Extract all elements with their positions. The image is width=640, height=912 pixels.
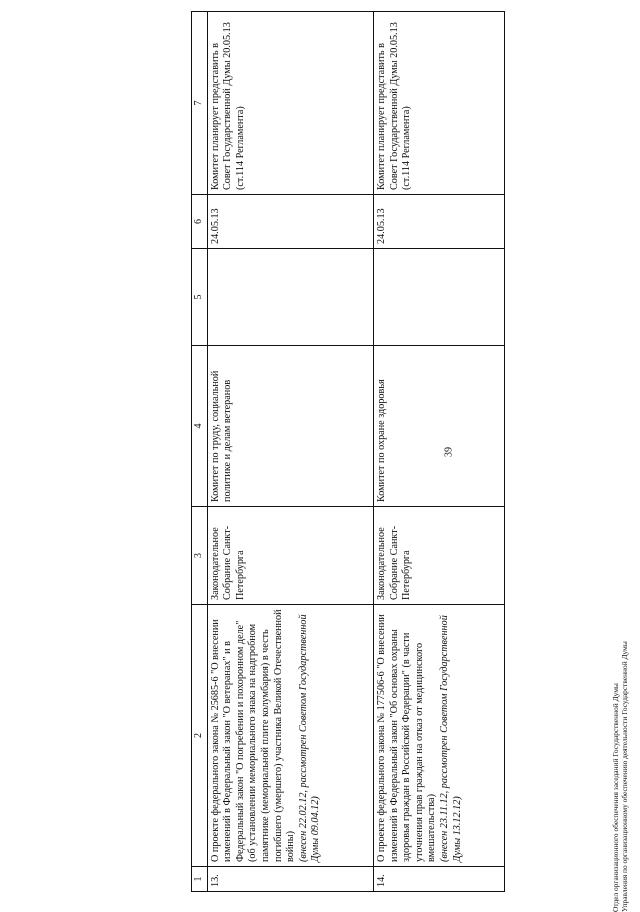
table-header-row [192, 12, 208, 892]
bill-title-cell [207, 605, 373, 867]
column-header: 1 [192, 867, 208, 892]
table-row [374, 12, 505, 892]
column-header: 4 [192, 346, 208, 507]
date-cell: 24.05.13 [374, 195, 505, 249]
column-header: 5 [192, 249, 208, 346]
committee-cell: Комитет по охране здоровья [374, 346, 505, 507]
bill-title: О проекте федерального закона № 177506-6 "О внесении изменений в Федеральный закон "Об основах охраны здоровья граждан в Российской Федерации" (в части уточнения прав граждан на отказ от медицинского вмешательства) [376, 614, 438, 862]
row-number: 13. [207, 867, 373, 892]
date-cell: 24.05.13 [207, 195, 373, 249]
footer-line: Управления по организационному обеспечению деятельности Государственной Думы [620, 641, 629, 912]
initiator-cell: Законодательное Собрание Санкт-Петербурга [207, 507, 373, 605]
bill-title: О проекте федерального закона № 25685-6 "О внесении изменений в Федеральный закон "О ветеранах" и в Федеральный закон "О погребении и похоронном деле" (об установлении мемориального знака на надгробном памятнике (мемориальной плите колумбария) в честь погибшего (умершего) участника Великой Отечественной войны) [209, 609, 297, 862]
footer [611, 552, 629, 912]
plan-cell: Комитет планирует представить в Совет Государственной Думы 20.05.13 (ст.114 Регламента) [207, 12, 373, 195]
row-number: 14. [374, 867, 505, 892]
plan-cell: Комитет планирует представить в Совет Государственной Думы 20.05.13 (ст.114 Регламента) [374, 12, 505, 195]
table-row [207, 12, 373, 892]
empty-cell [374, 249, 505, 346]
page-number: 39 [443, 447, 455, 457]
bill-title-cell [374, 605, 505, 867]
initiator-cell: Законодательное Собрание Санкт-Петербурга [374, 507, 505, 605]
column-header: 2 [192, 605, 208, 867]
bills-table-container [191, 12, 505, 892]
empty-cell [207, 249, 373, 346]
bills-table [191, 11, 505, 892]
column-header: 3 [192, 507, 208, 605]
committee-cell: Комитет по труду, социальной политике и делам ветеранов [207, 346, 373, 507]
column-header: 6 [192, 195, 208, 249]
footer-line: Отдел организационного обеспечения заседаний Государственной Думы [611, 683, 620, 912]
bill-note: (внесен 22.02.12, рассмотрен Советом Государственной Думы 09.04.12) [297, 614, 322, 862]
bill-note: (внесен 23.11.12, рассмотрен Советом Государственной Думы 13.12.12) [438, 615, 463, 862]
column-header: 7 [192, 12, 208, 195]
